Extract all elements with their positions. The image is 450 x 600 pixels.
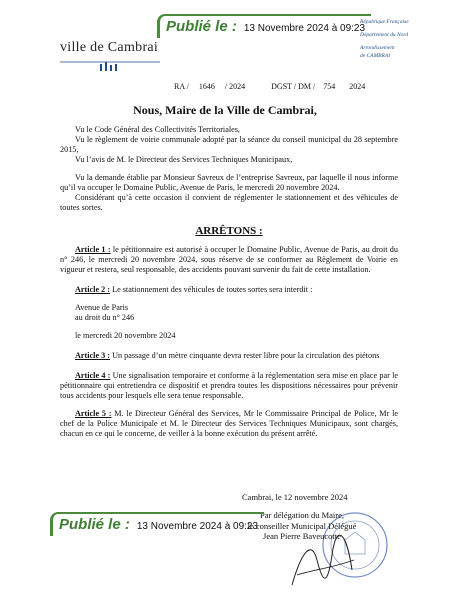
side-line-departement: Département du Nord — [360, 32, 409, 38]
stamp-label: Publié le : — [59, 516, 130, 533]
stamp-date: 13 Novembre 2024 à 09:23 — [136, 521, 259, 532]
vu-demande: Vu la demande établie par Monsieur Savreux de l’entreprise Savreux, par laquelle il nous informe qu’il va occuper le Domaine Public, Avenue de Paris, le mercredi 20 novembre 2024. — [60, 173, 398, 192]
place-date: Cambrai, le 12 novembre 2024 — [242, 492, 348, 502]
reference-line — [174, 82, 414, 91]
signature-delegation: Par délégation du Maire, — [259, 510, 345, 520]
publication-stamp-top — [157, 14, 371, 38]
article-5-text: M. le Directeur Général des Services, Mr le Commissaire Principal de Police, Mr le chef de la Police Municipale et M. le Directeur des Services Techniques Municipaux, sont chargés, chacun en ce qui le concerne, de veiller à la bonne exécution du présent arrêté. — [60, 409, 399, 438]
city-logo — [60, 40, 160, 77]
side-info — [360, 18, 409, 60]
ref-service-number: 754 — [323, 82, 336, 91]
considerant: Considérant qu’à cette occasion il convient de réglementer le stationnement et des véhicules de toutes sortes. — [60, 193, 398, 212]
article-4 — [60, 371, 398, 401]
article-4-label: Article 4 : — [75, 371, 111, 380]
stamp-date: 13 Novembre 2024 à 09:23 — [243, 23, 366, 34]
ref-ra-number: 1646 — [198, 82, 215, 91]
signature-role: le conseiller Municipal Délégué — [247, 520, 357, 531]
page-title: Nous, Maire de la Ville de Cambrai, — [133, 103, 317, 117]
ref-service: DGST / DM / — [271, 82, 316, 91]
publication-stamp-bottom — [50, 512, 264, 536]
article-2-place-number: au droit du n° 246 — [75, 313, 135, 322]
article-1-label: Article 1 : — [75, 245, 111, 254]
logo-towers-icon — [60, 56, 160, 72]
article-2-text: Le stationnement des véhicules de toutes sortes sera interdit : — [110, 285, 313, 294]
article-2 — [60, 285, 398, 295]
logo-text: ville de Cambrai — [60, 40, 159, 55]
article-1-text: le pétitionnaire est autorisé à occuper le Domaine Public, Avenue de Paris, au droit du n° 246, le mercredi 20 novembre 2024, sous réserve de se conformer au Règlement de Voirie en vigueur et restera, seul responsable, des accidents pouvant survenir du fait de cette installation. — [60, 245, 398, 274]
stamp-label: Publié le : — [166, 18, 237, 35]
side-line-cambrai: de CAMBRAI — [360, 53, 391, 59]
article-1 — [60, 245, 398, 275]
side-line-republique: République Française — [360, 19, 409, 25]
side-line-arrondissement: Arrondissement — [360, 45, 395, 51]
vu-reglement: Vu le règlement de voirie communale adopté par la séance du conseil municipal du 28 septembre 2015, — [60, 135, 398, 154]
document-body — [60, 125, 398, 439]
arretons-heading: ARRÊTONS : — [195, 225, 263, 237]
article-5 — [60, 409, 398, 439]
ref-year: / 2024 — [224, 82, 246, 91]
vu-code: Vu le Code Général des Collectivités Territoriales, — [75, 125, 240, 134]
article-3-label: Article 3 : — [75, 351, 111, 360]
ref-ra: RA / — [174, 82, 189, 91]
article-3 — [60, 351, 398, 361]
article-3-text: Un passage d’un mètre cinquante devra rester libre pour la circulation des piétons — [110, 351, 380, 360]
signature-name: Jean Pierre Baveucotte — [263, 531, 341, 541]
article-2-label: Article 2 : — [75, 285, 111, 294]
article-4-text: Une signalisation temporaire et conforme à la réglementation sera mise en place par le pétitionnaire qui entretiendra ce dispositif et prendra toutes les dispositions nécessaires pour prévenir tous accidents pour lesquels elle sera tenue responsable. — [60, 371, 398, 400]
ref-service-year: 2024 — [349, 82, 366, 91]
article-5-label: Article 5 : — [75, 409, 112, 418]
article-2-date: le mercredi 20 novembre 2024 — [75, 331, 176, 340]
article-2-place-street: Avenue de Paris — [75, 303, 129, 312]
vu-avis: Vu l’avis de M. le Directeur des Services Techniques Municipaux, — [75, 155, 293, 164]
